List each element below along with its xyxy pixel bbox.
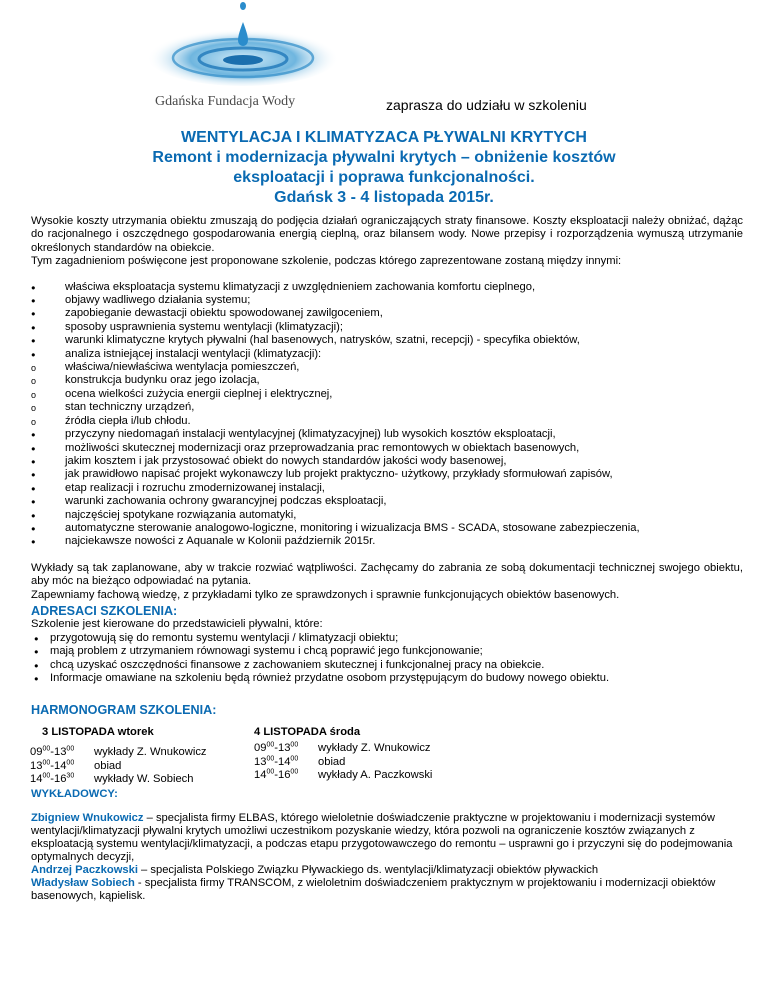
title-line-4: Gdańsk 3 - 4 listopada 2015r. bbox=[274, 189, 494, 206]
schedule-row: $09^{00}-13^{00}$ wykłady Z. Wnukowicz bbox=[30, 745, 207, 759]
list-item: o stan techniczny urządzeń, bbox=[31, 401, 743, 414]
lecturer-2: Andrzej Paczkowski – specjalista Polskiego Związku Pływackiego ds. wentylacji/klimatyzacji obiektów pływackich bbox=[31, 864, 599, 877]
schedule-desc: wykłady W. Sobiech bbox=[94, 773, 194, 786]
intro-paragraph: Wysokie koszty utrzymania obiektu zmuszają do podjęcia działań ograniczających straty finansowe. Koszty eksploatacji należy obniżać, dążąc do racjonalnego i oszczędnego gospodarowania energią cieplną, oraz bilansem wody. Nowe przepisy i rozporządzenia wymuszą utrzymanie określonych standardów na obiekcie. bbox=[31, 215, 743, 254]
foundation-logo bbox=[143, 0, 343, 120]
list-item: ● Informacje omawiane na szkoleniu będą również przydatne osobom przystępującym do budowy nowego obiektu. bbox=[31, 672, 743, 685]
schedule-day-1 bbox=[30, 725, 219, 787]
title-line-3: eksploatacji i poprawa funkcjonalności. bbox=[233, 169, 535, 186]
lecturers-heading: WYKŁADOWCY: bbox=[31, 787, 118, 800]
list-item: ● mają problem z utrzymaniem równowagi systemu i chcą poprawić jego funkcjonowanie; bbox=[31, 645, 743, 658]
list-item: o właściwa/niewłaściwa wentylacja pomieszczeń, bbox=[31, 361, 743, 374]
water-drop-icon bbox=[143, 0, 343, 92]
schedule-row: $09^{00}-13^{00}$ wykłady Z. Wnukowicz bbox=[254, 741, 431, 755]
org-name: Gdańska Fundacja Wody bbox=[155, 94, 296, 109]
schedule bbox=[31, 726, 743, 788]
intro-paragraph-2: Tym zagadnieniom poświęcone jest proponowane szkolenie, podczas którego zaprezentowane zostaną między innymi: bbox=[31, 255, 622, 268]
schedule-day-2 bbox=[254, 726, 432, 783]
outro-paragraph-2: Zapewniamy fachową wiedzę, z przykładami tylko ze sprawdzonych i sprawnie funkcjonujących obiektów basenowych. bbox=[31, 588, 620, 601]
intro bbox=[31, 215, 743, 269]
list-item: ● etap realizacji i rozruchu zmodernizowanej instalacji, bbox=[31, 482, 743, 495]
audience-lead: Szkolenie jest kierowane do przedstawicieli pływalni, które: bbox=[31, 618, 323, 631]
lecturer-3: Władysław Sobiech - specjalista firmy TRANSCOM, z wieloletnim doświadczeniem praktycznym w projektowaniu i modernizacji obiektów basenowych, kąpielisk. bbox=[31, 877, 716, 903]
list-item: o ocena wielkości zużycia energii cieplnej i elektrycznej, bbox=[31, 388, 743, 401]
schedule-desc: wykłady A. Paczkowski bbox=[318, 769, 433, 782]
main-content bbox=[31, 215, 743, 903]
list-item: ● automatyczne sterowanie analogowo-logiczne, monitoring i wizualizacja BMS - SCADA, stosowane zabezpieczenia, bbox=[31, 522, 743, 535]
list-item: ● przygotowują się do remontu systemu wentylacji / klimatyzacji obiektu; bbox=[31, 632, 743, 645]
list-item: ● jak prawidłowo napisać projekt wykonawczy lub projekt praktyczno- użytkowy, przykłady sformułowań zapisów, bbox=[31, 468, 743, 481]
outro bbox=[31, 562, 743, 602]
schedule-heading: HARMONOGRAM SZKOLENIA: bbox=[31, 703, 217, 718]
list-item: ● warunki zachowania ochrony gwarancyjnej podczas eksploatacji, bbox=[31, 495, 743, 508]
lecturer-name: Zbigniew Wnukowicz bbox=[31, 812, 144, 825]
list-item: ● chcą uzyskać oszczędności finansowe z zachowaniem skutecznej i funkcjonalnej pracy na obiekcie. bbox=[31, 659, 743, 672]
schedule-desc: obiad bbox=[94, 759, 122, 772]
outro-paragraph: Wykłady są tak zaplanowane, aby w trakcie rozwiać wątpliwości. Zachęcamy do zabrania ze sobą dokumentacji technicznej swojego obiektu, aby móc na bieżąco odpowiadać na pytania. bbox=[31, 561, 743, 588]
list-item: o konstrukcja budynku oraz jego izolacja, bbox=[31, 374, 743, 387]
lecturer-name: Władysław Sobiech bbox=[31, 877, 135, 890]
schedule-row: $14^{00}-16^{00}$ wykłady A. Paczkowski bbox=[254, 768, 433, 782]
subtopics-list bbox=[31, 361, 743, 428]
list-item: ● właściwa eksploatacja systemu klimatyzacji z uwzględnieniem zachowania komfortu cieplnego, bbox=[31, 281, 743, 294]
topics-list-2 bbox=[31, 428, 743, 549]
training-title bbox=[0, 128, 768, 208]
list-item: ● możliwości skutecznej modernizacji oraz przeprowadzania prac remontowych w obiektach basenowych, bbox=[31, 442, 743, 455]
title-line-1: WENTYLACJA I KLIMATYZACA PŁYWALNI KRYTYCH bbox=[181, 129, 587, 146]
list-item: ● najczęściej spotykane rozwiązania automatyki, bbox=[31, 509, 743, 522]
list-item: ● objawy wadliwego działania systemu; bbox=[31, 294, 743, 307]
audience-list bbox=[31, 632, 743, 686]
lecturer-1: Zbigniew Wnukowicz – specjalista firmy ELBAS, którego wieloletnie doświadczenie praktyczne w projektowaniu i modernizacji systemów wentylacji/klimatyzacji pływalni krytych umożliwi uczestnikom pozyskanie wiedzy, która pozwoli na ograniczenie kosztów związanych z eksploatacją systemu wentylacji/klimatyzacji, a podczas etapu przygotowawczego do remontu – usprawni go i przyczyni się do podejmowania optymalnych decyzji, bbox=[31, 812, 733, 864]
day-label: 3 LISTOPADA wtorek bbox=[42, 725, 154, 738]
schedule-row: $14^{00}-16^{30}$ wykłady W. Sobiech bbox=[30, 772, 194, 786]
schedule-desc: wykłady Z. Wnukowicz bbox=[318, 742, 431, 755]
schedule-desc: wykłady Z. Wnukowicz bbox=[94, 746, 207, 759]
invitation-text: zaprasza do udziału w szkoleniu bbox=[386, 97, 587, 113]
list-item: ● jakim kosztem i jak przystosować obiekt do nowych standardów jakości wody basenowej, bbox=[31, 455, 743, 468]
list-item: ● sposoby usprawnienia systemu wentylacji (klimatyzacji); bbox=[31, 321, 743, 334]
list-item: ● analiza istniejącej instalacji wentylacji (klimatyzacji): bbox=[31, 348, 743, 361]
schedule-desc: obiad bbox=[318, 755, 346, 768]
title-line-2: Remont i modernizacja pływalni krytych – obniżenie kosztów bbox=[152, 149, 616, 166]
list-item: o źródła ciepła i/lub chłodu. bbox=[31, 415, 743, 428]
lecturers bbox=[31, 812, 743, 903]
list-item: ● zapobieganie dewastacji obiektu spowodowanej zawilgoceniem, bbox=[31, 307, 743, 320]
list-item: ● najciekawsze nowości z Aquanale w Kolonii październik 2015r. bbox=[31, 535, 743, 548]
audience-heading: ADRESACI SZKOLENIA: bbox=[31, 603, 178, 618]
schedule-row: $13^{00}-14^{00}$ obiad bbox=[254, 754, 346, 768]
lecturer-name: Andrzej Paczkowski bbox=[31, 864, 138, 877]
list-item: ● warunki klimatyczne krytych pływalni (hal basenowych, natrysków, szatni, recepcji) - specyfika obiektów, bbox=[31, 334, 743, 347]
list-item: ● przyczyny niedomagań instalacji wentylacyjnej (klimatyzacyjnej) lub wysokich kosztów eksploatacji, bbox=[31, 428, 743, 441]
day-label: 4 LISTOPADA środa bbox=[254, 725, 361, 738]
topics-list bbox=[31, 281, 743, 361]
schedule-row: $13^{00}-14^{00}$ obiad bbox=[30, 758, 122, 772]
